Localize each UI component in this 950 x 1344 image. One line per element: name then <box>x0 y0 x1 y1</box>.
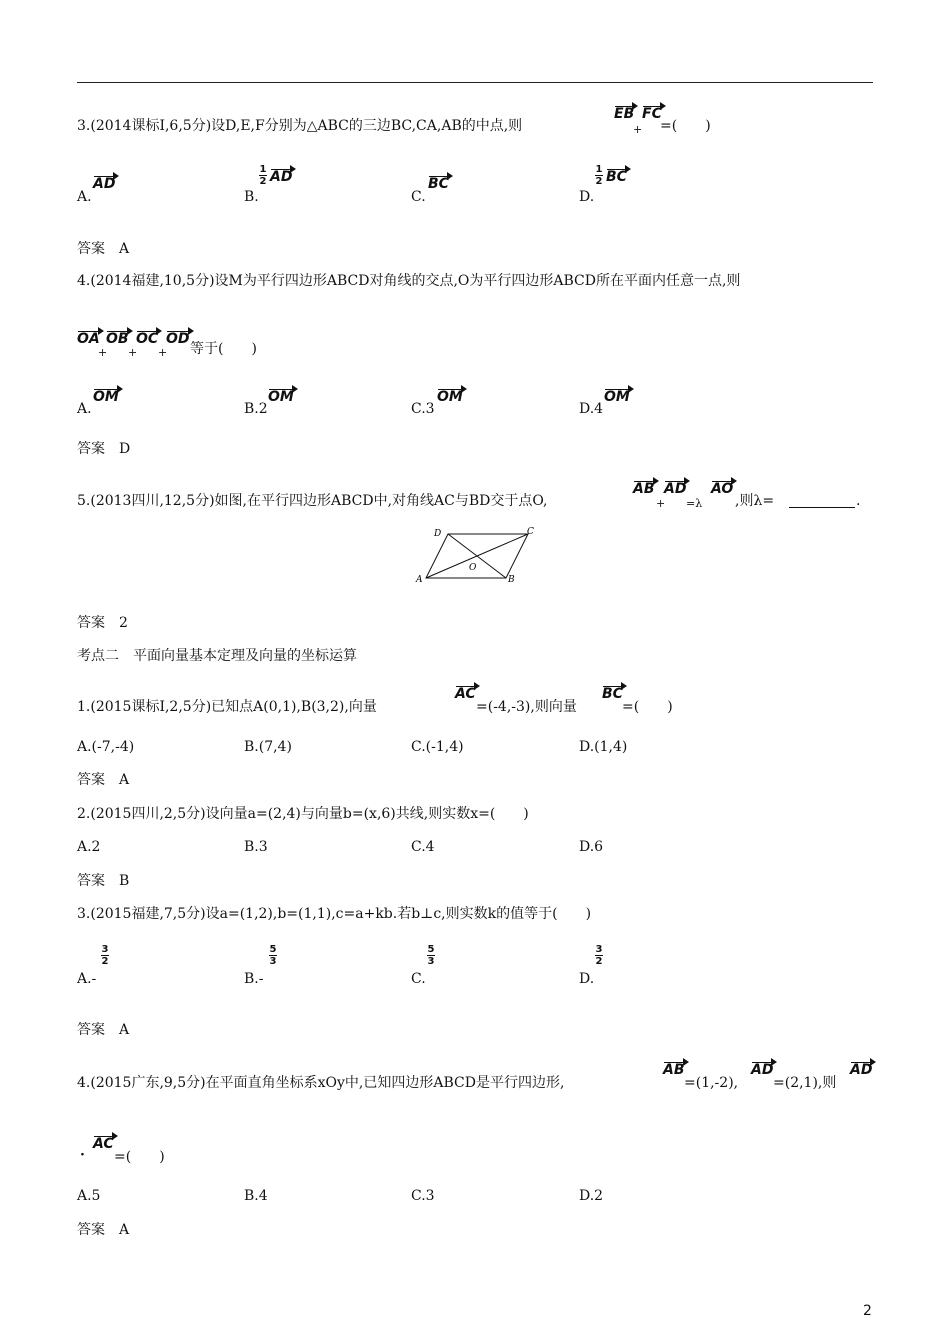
vector-ac: AC <box>455 686 476 702</box>
dot-product-sign: · <box>80 1147 85 1163</box>
vector-oc: OC <box>136 331 159 347</box>
option-a: A.2 <box>77 839 101 855</box>
page-number: 2 <box>863 1303 872 1319</box>
vector-ob: OB <box>106 331 129 347</box>
vector-ac: AC <box>93 1136 114 1152</box>
section-heading: 考点二 平面向量基本定理及向量的坐标运算 <box>77 648 357 664</box>
s2-q1-answer: 答案 A <box>77 772 130 788</box>
option-b-label: B.- <box>244 971 264 987</box>
option-c: C.3 <box>411 1188 435 1204</box>
vector-ad: AD <box>751 1062 774 1078</box>
plus-sign: + <box>98 346 108 359</box>
option-c: C.4 <box>411 839 435 855</box>
option-d-vector: OM <box>604 389 630 405</box>
header-rule <box>77 82 873 83</box>
s2-q4-stem: 4.(2015广东,9,5分)在平面直角坐标系xOy中,已知四边形ABCD是平行四边形, <box>77 1075 565 1091</box>
option-b: B.(7,4) <box>244 739 292 755</box>
option-a-fraction: 3 2 <box>101 944 109 967</box>
q4-tail: 等于( ) <box>190 341 257 357</box>
vector-oa: OA <box>77 331 100 347</box>
s2-q1-tail: =( ) <box>622 699 673 715</box>
diagonal-bd <box>448 534 506 578</box>
parallelogram-figure <box>410 524 540 586</box>
option-a-label: A. <box>77 401 92 417</box>
option-a-label: A.- <box>77 971 97 987</box>
q5-answer: 答案 2 <box>77 615 128 631</box>
vector-ab: AB <box>633 481 655 497</box>
plus-sign: + <box>656 497 666 510</box>
plus-sign: + <box>128 346 138 359</box>
option-b-label: B. <box>244 189 259 205</box>
vector-ab: AB <box>663 1062 685 1078</box>
q4-stem: 4.(2014福建,10,5分)设M为平行四边形ABCD对角线的交点,O为平行四边形ABCD所在平面内任意一点,则 <box>77 273 741 289</box>
plus-sign: + <box>633 123 643 136</box>
option-c: C.(-1,4) <box>411 739 464 755</box>
option-d-label: D.4 <box>579 401 604 417</box>
option-b-vector: OM <box>268 389 294 405</box>
option-a-vector: AD <box>93 176 116 192</box>
vector-ad: AD <box>664 481 687 497</box>
label-c: C <box>527 527 534 537</box>
equals-lambda: =λ <box>686 497 703 510</box>
option-d: D.6 <box>579 839 604 855</box>
option-c-vector: OM <box>437 389 463 405</box>
vector-eb: EB <box>614 106 635 122</box>
option-c-vector: BC <box>428 176 449 192</box>
option-b-fraction: 5 3 <box>269 944 277 967</box>
vector-ao: AO <box>711 481 734 497</box>
q5-end: . <box>856 493 861 509</box>
option-c-label: C. <box>411 189 426 205</box>
s2-q4-tail: =( ) <box>114 1149 165 1165</box>
vector-bc: BC <box>602 686 623 702</box>
answer-blank <box>789 490 855 508</box>
s2-q2-answer: 答案 B <box>77 873 130 889</box>
option-a-vector: OM <box>93 389 119 405</box>
vector-fc: FC <box>642 106 662 122</box>
option-a: A.5 <box>77 1188 101 1204</box>
option-a: A.(-7,-4) <box>77 739 135 755</box>
option-b: B.3 <box>244 839 268 855</box>
option-b-label: B.2 <box>244 401 268 417</box>
s2-q3-stem: 3.(2015福建,7,5分)设a=(1,2),b=(1,1),c=a+kb.若b⊥c,则实数k的值等于( ) <box>77 906 592 922</box>
q4-answer: 答案 D <box>77 441 131 457</box>
q5-stem: 5.(2013四川,12,5分)如图,在平行四边形ABCD中,对角线AC与BD交于点O, <box>77 493 548 509</box>
option-a-label: A. <box>77 189 92 205</box>
option-c-label: C.3 <box>411 401 435 417</box>
q3-stem: 3.(2014课标Ⅰ,6,5分)设D,E,F分别为△ABC的三边BC,CA,AB的中点,则 <box>77 118 523 134</box>
label-o: O <box>469 563 477 573</box>
plus-sign: + <box>158 346 168 359</box>
s2-q1-stem: 1.(2015课标Ⅰ,2,5分)已知点A(0,1),B(3,2),向量 <box>77 699 377 715</box>
option-d-fraction: 1 2 <box>595 164 603 187</box>
label-a: A <box>416 575 423 585</box>
option-b-vector: AD <box>270 169 293 185</box>
option-b-fraction: 1 2 <box>259 164 267 187</box>
option-d: D.2 <box>579 1188 604 1204</box>
option-d: D.(1,4) <box>579 739 628 755</box>
q3-answer: 答案 A <box>77 241 130 257</box>
option-c-label: C. <box>411 971 426 987</box>
option-d-label: D. <box>579 971 595 987</box>
q5-tail: ,则λ= <box>735 493 775 509</box>
option-c-fraction: 5 3 <box>427 944 435 967</box>
option-d-fraction: 3 2 <box>595 944 603 967</box>
s2-q4-mid2: =(2,1),则 <box>773 1075 837 1091</box>
label-d: D <box>434 529 442 539</box>
s2-q3-answer: 答案 A <box>77 1022 130 1038</box>
option-b: B.4 <box>244 1188 268 1204</box>
option-d-label: D. <box>579 189 595 205</box>
q3-tail: =( ) <box>660 118 711 134</box>
label-b: B <box>508 575 515 585</box>
s2-q4-mid1: =(1,-2), <box>684 1075 739 1091</box>
s2-q1-mid: =(-4,-3),则向量 <box>476 699 577 715</box>
option-d-vector: BC <box>606 169 627 185</box>
vector-od: OD <box>166 331 190 347</box>
vector-ad-2: AD <box>850 1062 873 1078</box>
s2-q2-stem: 2.(2015四川,2,5分)设向量a=(2,4)与向量b=(x,6)共线,则实数x=( ) <box>77 806 529 822</box>
s2-q4-answer: 答案 A <box>77 1222 130 1238</box>
